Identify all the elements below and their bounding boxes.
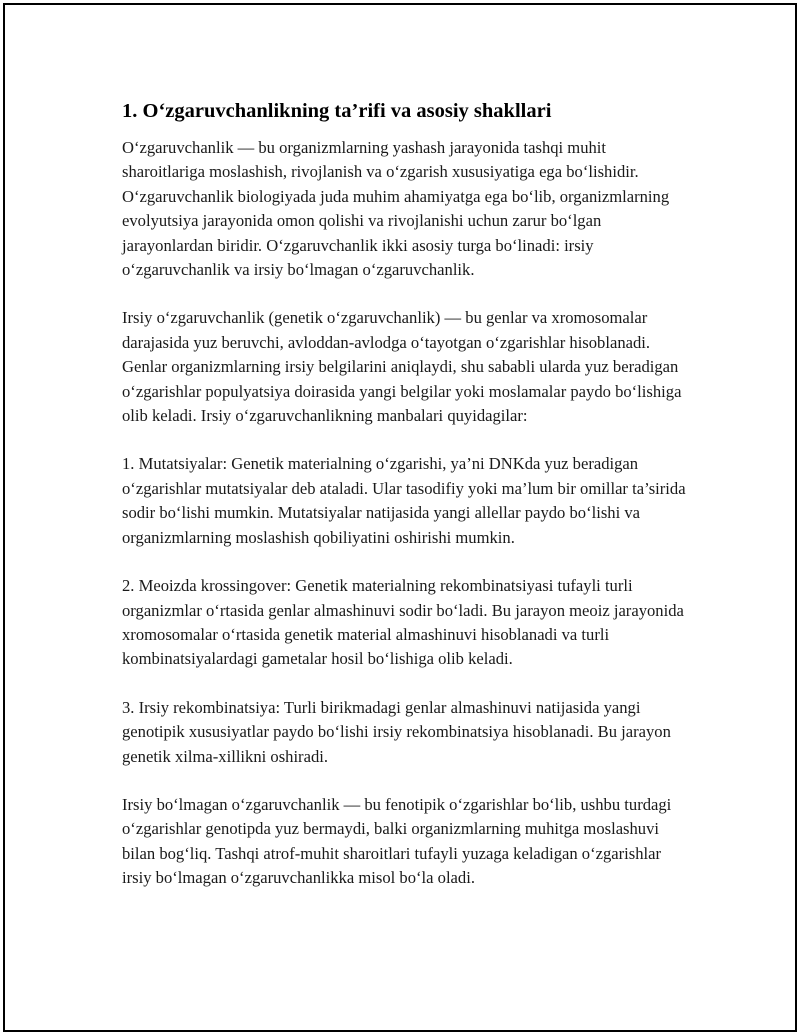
paragraph-non-hereditary-variation: Irsiy bo‘lmagan o‘zgaruvchanlik — bu fenotipik o‘zgarishlar bo‘lib, ushbu turdagi o‘zgarishlar genotipda yuz bermaydi, balki organizmlarning muhitga moslashuvi bilan bog‘liq. Tashqi atrof-muhit sharoitlari tufayli yuzaga keladigan o‘zgarishlar irsiy bo‘lmagan o‘zgaruvchanlikka misol bo‘la oladi. (122, 794, 672, 888)
paragraph-definition: O‘zgaruvchanlik — bu organizmlarning yashash jarayonida tashqi muhit sharoitlariga moslashish, rivojlanish va o‘zgarish xususiyatiga ega bo‘lishidir. O‘zgaruvchanlik biologiyada juda muhim ahamiyatga ega bo‘lib, organizmlarning evolyutsiya jarayonida omon qolishi va rivojlanishi uchun zarur bo‘lgan jarayonlardan biridir. O‘zgaruvchanlik ikki asosiy turga bo‘linadi: irsiy o‘zgaruvchanlik va irsiy bo‘lmagan o‘zgaruvchanlik. (122, 138, 670, 280)
document-body (122, 98, 692, 891)
paragraph-crossing-over: 2. Meoizda krossingover: Genetik materialning rekombinatsiyasi tufayli turli organizmlar o‘rtasida genlar almashinuvi sodir bo‘ladi. Bu jarayon meoiz jarayonida xromosomalar o‘rtasida genetik material almashinuvi hisoblanadi va turli kombinatsiyalardagi gametalar hosil bo‘lishiga olib keladi. (122, 576, 684, 669)
document-page (3, 3, 797, 1032)
paragraph-recombination: 3. Irsiy rekombinatsiya: Turli birikmadagi genlar almashinuvi natijasida yangi genotipik xususiyatlar paydo bo‘lishi irsiy rekombinatsiya hisoblanadi. Bu jarayon genetik xilma-xillikni oshiradi. (122, 697, 671, 766)
section-heading: 1. O‘zgaruvchanlikning ta’rifi va asosiy shakllari (122, 100, 552, 122)
paragraph-mutations: 1. Mutatsiyalar: Genetik materialning o‘zgarishi, ya’ni DNKda yuz beradigan o‘zgarishlar mutatsiyalar deb ataladi. Ular tasodifiy yoki ma’lum bir omillar ta’sirida sodir bo‘lishi mumkin. Mutatsiyalar natijasida yangi allellar paydo bo‘lishi va organizmlarning moslashish qobiliyatini oshirishi mumkin. (122, 454, 686, 547)
paragraph-hereditary-variation: Irsiy o‘zgaruvchanlik (genetik o‘zgaruvchanlik) — bu genlar va xromosomalar darajasida yuz beruvchi, avloddan-avlodga o‘tayotgan o‘zgarishlar hisoblanadi. Genlar organizmlarning irsiy belgilarini aniqlaydi, shu sababli ularda yuz beradigan o‘zgarishlar populyatsiya doirasida yangi belgilar yoki moslamalar paydo bo‘lishiga olib keladi. Irsiy o‘zgaruvchanlikning manbalari quyidagilar: (122, 308, 682, 426)
